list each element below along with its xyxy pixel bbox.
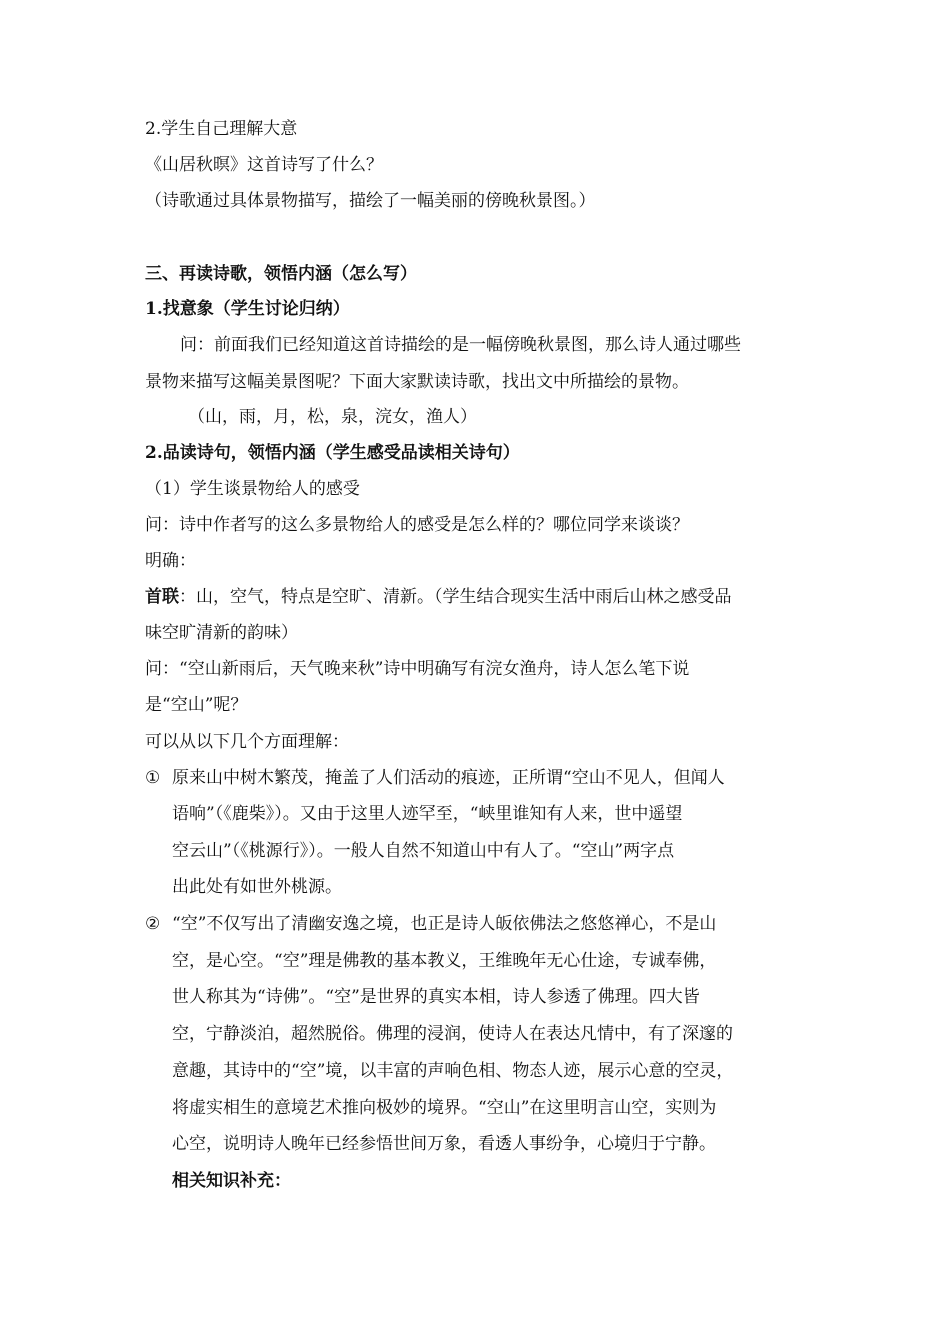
shoulian-text: ：山，空气，特点是空旷、清新。（学生结合现实生活中雨后山林之感受品 — [179, 587, 732, 607]
shoulian-label: 首联 — [145, 587, 179, 607]
answer-1: （诗歌通过具体景物描写，描绘了一幅美丽的傍晚秋景图。） — [145, 191, 596, 211]
item-2-number: ② — [145, 914, 161, 934]
question-1: 《山居秋暝》这首诗写了什么？ — [145, 155, 383, 175]
section-2-title: 2.学生自己理解大意 — [145, 119, 298, 139]
item-2-line-7: 心空，说明诗人晚年已经参悟世间万象，看透人事纷争，心境归于宁静。 — [172, 1134, 716, 1154]
clarify-label: 明确： — [145, 551, 196, 571]
item-2-line-4: 空，宁静淡泊，超然脱俗。佛理的浸润，使诗人在表达凡情中，有了深邃的 — [172, 1024, 733, 1044]
item-2-line-3: 世人称其为“诗佛”。“空”是世界的真实本相，诗人参透了佛理。四大皆 — [172, 987, 700, 1007]
ways-intro: 可以从以下几个方面理解： — [145, 732, 349, 752]
item-2-line-2: 空，是心空。“空”理是佛教的基本教义，王维晚年无心仕途，专诚奉佛， — [172, 951, 717, 971]
answer-2: （山，雨，月，松，泉，浣女，渔人） — [188, 407, 477, 427]
supplement-heading: 相关知识补充： — [172, 1171, 291, 1191]
item-1-line-3: 空云山”（《桃源行》）。一般人自然不知道山中有人了。“空山”两字点 — [172, 841, 675, 861]
question-2-line-1: 问：前面我们已经知道这首诗描绘的是一幅傍晚秋景图，那么诗人通过哪些 — [180, 335, 741, 355]
item-1-number: ① — [145, 768, 161, 788]
item-1-line-2: 语响”（《鹿柴》）。又由于这里人迹罕至，“峡里谁知有人来，世中遥望 — [172, 804, 683, 824]
question-2-line-2: 景物来描写这幅美景图呢？下面大家默读诗歌，找出文中所描绘的景物。 — [145, 372, 689, 392]
item-2-line-6: 将虚实相生的意境艺术推向极妙的境界。“空山”在这里明言山空，实则为 — [172, 1098, 717, 1118]
item-2-line-5: 意趣，其诗中的“空”境，以丰富的声响色相、物态人迹，展示心意的空灵， — [172, 1061, 734, 1081]
question-4-line-1: 问：“空山新雨后，天气晚来秋”诗中明确写有浣女渔舟，诗人怎么笔下说 — [145, 659, 690, 679]
item-1-line-4: 出此处有如世外桃源。 — [172, 877, 342, 897]
sub-item-1: （1）学生谈景物给人的感受 — [145, 479, 360, 499]
subsection-read-lines: 2.品读诗句，领悟内涵（学生感受品读相关诗句） — [145, 443, 520, 463]
shoulian-line-2: 味空旷清新的韵味） — [145, 623, 298, 643]
section-3-heading: 三、再读诗歌，领悟内涵（怎么写） — [145, 264, 417, 284]
item-1-line-1: 原来山中树木繁茂，掩盖了人们活动的痕迹，正所谓“空山不见人，但闻人 — [172, 768, 725, 788]
shoulian-line-1 — [145, 586, 732, 608]
question-4-line-2: 是“空山”呢？ — [145, 695, 248, 715]
item-2-line-1: “空”不仅写出了清幽安逸之境，也正是诗人皈依佛法之悠悠禅心，不是山 — [172, 914, 717, 934]
question-3: 问：诗中作者写的这么多景物给人的感受是怎么样的？哪位同学来谈谈？ — [145, 515, 689, 535]
subsection-find-images: 1.找意象（学生讨论归纳） — [145, 299, 350, 319]
